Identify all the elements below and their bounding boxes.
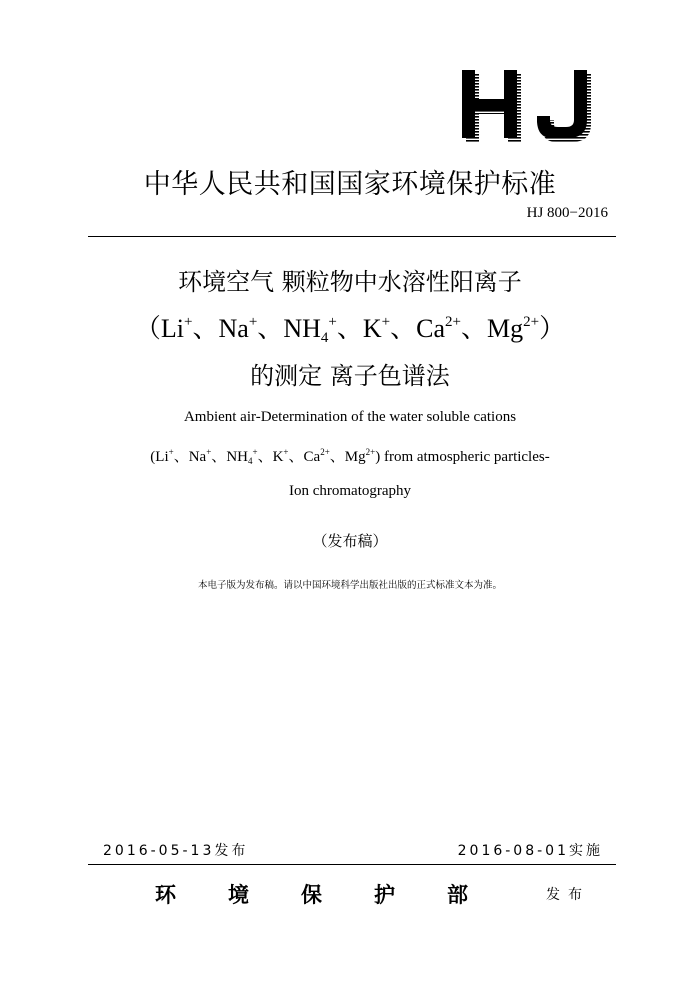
separator: 、 — [173, 449, 189, 465]
ion-ca: Ca — [303, 449, 321, 465]
ion-na-charge: + — [206, 447, 212, 457]
hj-logo — [462, 62, 592, 146]
separator: 、 — [288, 449, 304, 465]
title-en-line2 — [0, 445, 700, 466]
paren-close: ） — [539, 314, 566, 343]
standard-name: 中华人民共和国国家环境保护标准 — [143, 169, 557, 200]
separator: 、 — [211, 449, 227, 465]
issue-date: 2016-05-13发布 — [103, 843, 249, 859]
ion-na: Na — [218, 314, 249, 343]
ion-nh: NH — [226, 449, 248, 465]
ion-li-charge: + — [184, 314, 193, 330]
ion-nh-charge: + — [252, 447, 258, 457]
title-en-line1: Ambient air-Determination of the water soluble cations — [183, 409, 517, 425]
ion-na: Na — [188, 449, 207, 465]
separator: 、 — [257, 449, 273, 465]
ion-li-charge: + — [168, 447, 174, 457]
issuer-verb: 发布 — [546, 887, 590, 903]
title-cn-line1: 环境空气 颗粒物中水溶性阳离子 — [178, 268, 522, 296]
paren-open: （ — [134, 314, 161, 343]
bottom-divider — [88, 864, 616, 865]
draft-label: （发布稿） — [312, 532, 388, 550]
top-divider — [88, 236, 616, 237]
ion-nh-subscript: 4 — [247, 456, 253, 466]
separator: 、 — [390, 314, 417, 343]
ion-na-charge: + — [248, 314, 258, 330]
ion-mg-charge: 2+ — [365, 447, 376, 457]
ion-li: Li — [160, 314, 185, 343]
ion-ca-charge: 2+ — [320, 447, 330, 457]
ion-k-charge: + — [283, 447, 289, 457]
draft-note: 本电子版为发布稿。请以中国环境科学出版社出版的正式标准文本为准。 — [197, 580, 502, 591]
ion-mg: Mg — [487, 314, 524, 343]
title-cn-line3: 的测定 离子色谱法 — [250, 362, 450, 390]
ion-mg: Mg — [344, 449, 366, 465]
ion-nh-charge: + — [328, 314, 337, 330]
separator: 、 — [257, 314, 284, 343]
ion-ca: Ca — [416, 314, 446, 343]
ion-li: Li — [155, 449, 169, 465]
hj-logo-graphic — [462, 62, 592, 146]
separator: 、 — [336, 314, 363, 343]
ion-k: K — [272, 449, 284, 465]
separator: 、 — [192, 314, 219, 343]
separator: 、 — [460, 314, 487, 343]
title-en-line3: Ion chromatography — [288, 483, 412, 499]
paren-open: ( — [150, 449, 156, 465]
implementation-date: 2016-08-01实施 — [457, 843, 603, 859]
standard-code: HJ 800−2016 — [526, 205, 608, 221]
ion-ca-charge: 2+ — [445, 314, 461, 330]
title-en-line2-tail: ) from atmospheric particles- — [375, 449, 550, 465]
issuing-authority: 环境保护部 — [155, 883, 520, 907]
ion-k-charge: + — [381, 314, 391, 330]
ion-k: K — [362, 314, 382, 343]
ion-nh: NH — [283, 314, 321, 343]
separator: 、 — [329, 449, 345, 465]
title-cn-line2 — [0, 308, 700, 345]
ion-mg-charge: 2+ — [523, 314, 540, 330]
ion-nh-subscript: 4 — [320, 330, 329, 346]
